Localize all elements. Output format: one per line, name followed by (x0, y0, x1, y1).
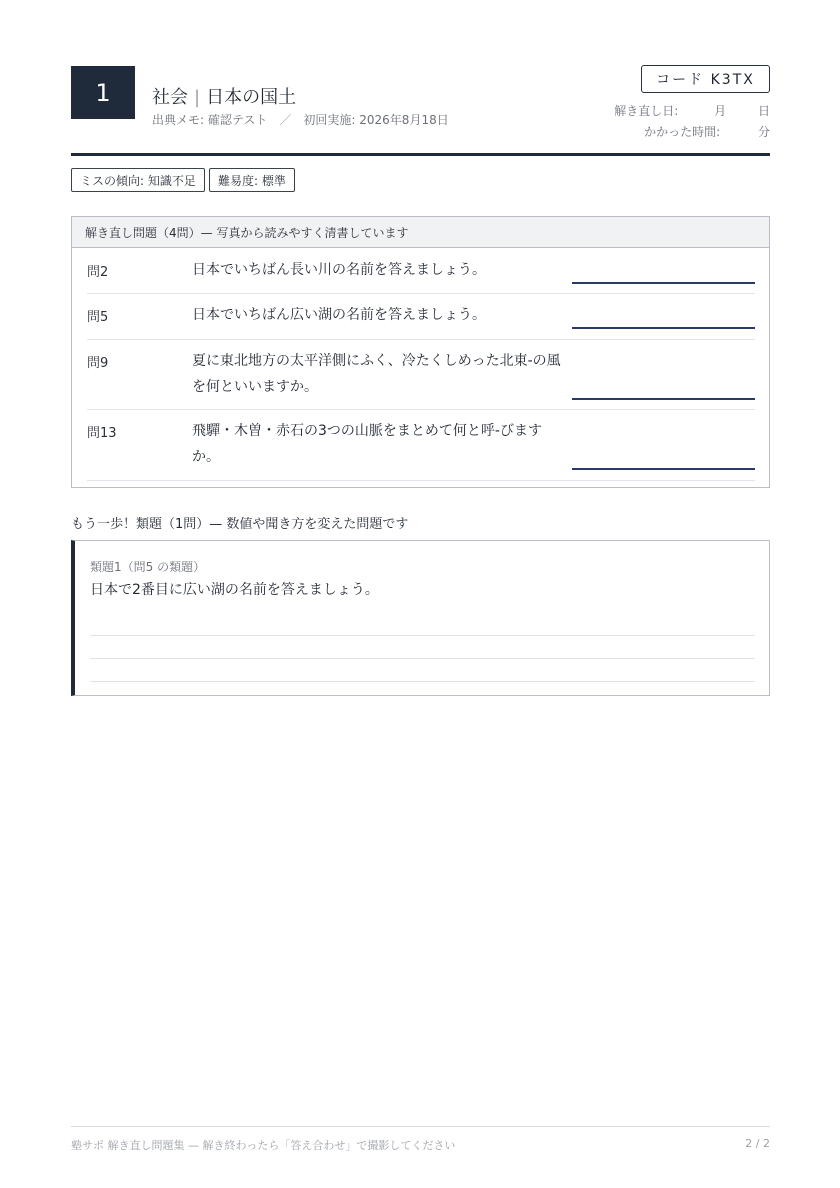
answer-line[interactable] (572, 468, 755, 470)
difficulty-tag: 難易度: 標準 (209, 168, 295, 192)
question-row (87, 261, 755, 294)
code-badge: コード K3TX (641, 65, 770, 93)
similar-question-box (71, 540, 770, 696)
page-number: 2 / 2 (745, 1137, 770, 1150)
question-row (87, 352, 755, 410)
similar-question-text: 日本で2番目に広い湖の名前を答えましょう。 (90, 582, 379, 598)
redo-date-label: 解き直し日: (614, 104, 679, 118)
question-text: 日本でいちばん広い湖の名前を答えましょう。 (192, 307, 486, 323)
footer-divider (71, 1126, 770, 1127)
answer-line[interactable] (90, 658, 755, 659)
similar-section-heading: もう一歩！類題（1問）— 数値や聞き方を変えた問題です (71, 517, 409, 532)
question-label: 問9 (87, 356, 109, 371)
header-divider (71, 153, 770, 156)
first-date: 初回実施: 2026年8月18日 (303, 113, 449, 127)
answer-line[interactable] (572, 327, 755, 329)
answer-line[interactable] (90, 681, 755, 682)
source-memo: 出典メモ: 確認テスト (152, 113, 268, 127)
time-label: かかった時間: (644, 125, 721, 139)
time-row (644, 123, 770, 140)
answer-line[interactable] (90, 635, 755, 636)
question-text: 夏に東北地方の太平洋側にふく、冷たくしめった北東-の風を何といいますか。 (192, 353, 561, 395)
question-row (87, 306, 755, 340)
question-label: 問5 (87, 310, 109, 325)
footer-note: 塾サポ 解き直し問題集 — 解き終わったら「答え合わせ」で撮影してください (71, 1139, 456, 1152)
problem-number: 1 (71, 66, 135, 119)
day-unit: 日 (757, 104, 770, 118)
question-text: 飛驒・木曽・赤石の3つの山脈をまとめて何と呼-びますか。 (192, 423, 542, 465)
question-label: 問2 (87, 265, 109, 280)
minute-unit: 分 (757, 125, 770, 139)
answer-line[interactable] (572, 398, 755, 400)
review-questions-box (71, 216, 770, 488)
source-line (152, 111, 449, 128)
question-label: 問13 (87, 426, 117, 441)
title-separator: | (194, 87, 201, 108)
month-unit: 月 (714, 104, 727, 118)
page-title (152, 83, 296, 109)
question-row (87, 422, 755, 481)
answer-line[interactable] (572, 282, 755, 284)
subject-label: 社会 (152, 87, 188, 108)
question-text: 日本でいちばん長い川の名前を答えましょう。 (192, 262, 486, 278)
review-heading: 解き直し問題（4問）— 写真から読みやすく清書しています (72, 217, 769, 248)
source-separator: ／ (279, 113, 292, 127)
mistake-tendency-tag: ミスの傾向: 知識不足 (71, 168, 205, 192)
redo-date-row (614, 102, 770, 119)
unit-label: 日本の国土 (206, 87, 297, 108)
similar-label: 類題1（問5 の類題） (90, 560, 206, 574)
